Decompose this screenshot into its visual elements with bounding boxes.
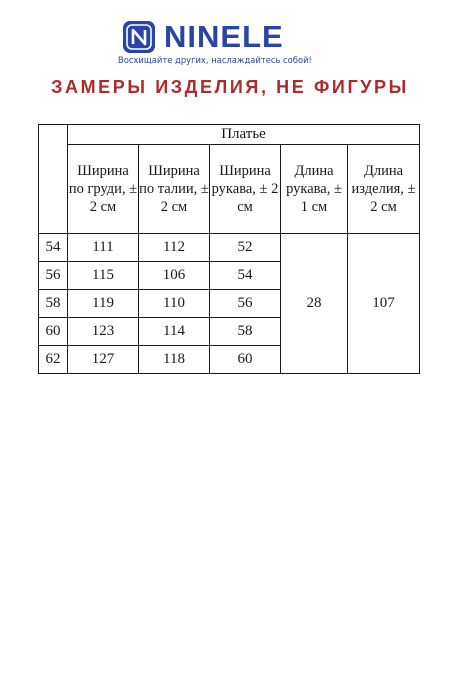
page-headline: ЗАМЕРЫ ИЗДЕЛИЯ, НЕ ФИГУРЫ xyxy=(51,77,409,97)
sleeve-width-cell: 56 xyxy=(210,290,281,318)
size-cell: 58 xyxy=(39,290,68,318)
size-chart-table xyxy=(38,124,420,374)
sleeve-width-cell: 58 xyxy=(210,318,281,346)
column-header-waist: Ширина по талии, ± 2 см xyxy=(139,145,210,234)
chest-cell: 119 xyxy=(68,290,139,318)
waist-cell: 106 xyxy=(139,262,210,290)
sleeve-length-cell: 28 xyxy=(281,234,348,374)
brand-name: NINELE xyxy=(164,19,284,54)
sleeve-width-cell: 52 xyxy=(210,234,281,262)
sleeve-width-cell: 54 xyxy=(210,262,281,290)
column-header-sleeve-length: Длина рукава, ± 1 см xyxy=(281,145,348,234)
chest-cell: 111 xyxy=(68,234,139,262)
column-header-item-length: Длина изделия, ± 2 см xyxy=(348,145,420,234)
ninele-logo-icon xyxy=(122,20,156,54)
column-header-chest: Ширина по груди, ± 2 см xyxy=(68,145,139,234)
waist-cell: 118 xyxy=(139,346,210,374)
size-cell: 56 xyxy=(39,262,68,290)
size-header-cell xyxy=(39,125,68,234)
chest-cell: 115 xyxy=(68,262,139,290)
size-cell: 54 xyxy=(39,234,68,262)
waist-cell: 114 xyxy=(139,318,210,346)
item-length-cell: 107 xyxy=(348,234,420,374)
chest-cell: 123 xyxy=(68,318,139,346)
sleeve-width-cell: 60 xyxy=(210,346,281,374)
size-cell: 60 xyxy=(39,318,68,346)
brand-logo xyxy=(122,20,352,54)
brand-slogan: Восхищайте других, наслаждайтесь собой! xyxy=(118,55,312,65)
size-cell: 62 xyxy=(39,346,68,374)
chest-cell: 127 xyxy=(68,346,139,374)
waist-cell: 112 xyxy=(139,234,210,262)
column-header-sleeve-width: Ширина рукава, ± 2 см xyxy=(210,145,281,234)
table-row xyxy=(39,234,420,262)
product-title: Платье xyxy=(68,125,420,145)
waist-cell: 110 xyxy=(139,290,210,318)
